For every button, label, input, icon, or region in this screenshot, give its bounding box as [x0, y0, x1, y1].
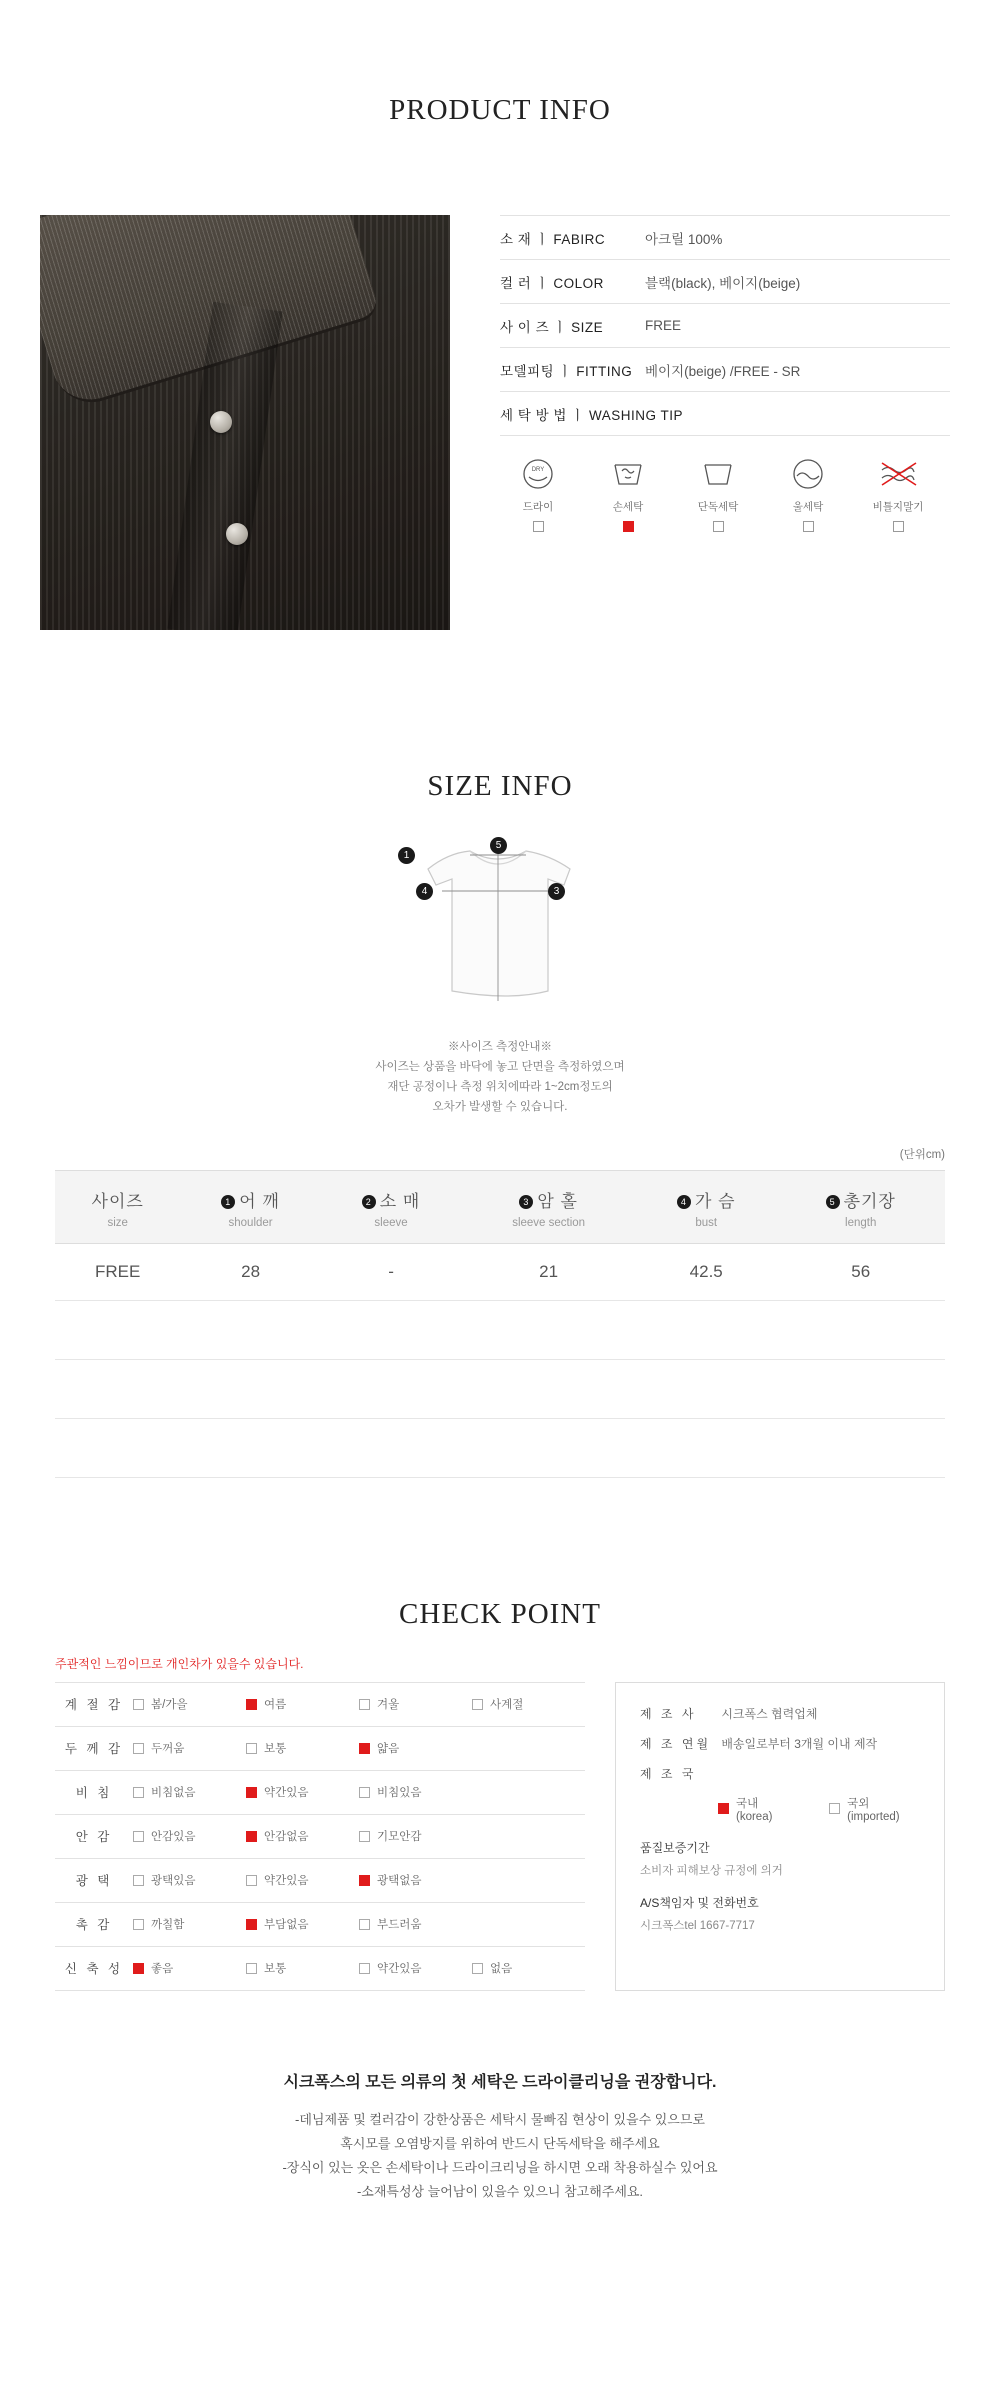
cp-checkbox[interactable]	[359, 1919, 370, 1930]
cp-option[interactable]	[359, 1740, 472, 1756]
cp-option-label: 안감없음	[264, 1831, 309, 1844]
cp-option[interactable]	[359, 1960, 472, 1976]
product-photo	[40, 215, 450, 630]
button-lower	[226, 523, 248, 545]
washing-item-handwash	[590, 454, 666, 535]
cp-option[interactable]	[472, 1696, 585, 1712]
maker-row-manufacturer	[640, 1705, 920, 1722]
footer-notice	[0, 2069, 1000, 2264]
cp-option[interactable]	[133, 1960, 246, 1976]
cp-checkbox[interactable]	[359, 1787, 370, 1798]
footer-heading: 시크폭스의 모든 의류의 첫 세탁은 드라이클리닝을 권장합니다.	[283, 2073, 717, 2091]
cp-checkbox[interactable]	[246, 1963, 257, 1974]
note-line-3: 재단 공정이나 측정 위치에따라 1~2cm정도의	[387, 1081, 613, 1094]
washing-checkbox[interactable]	[713, 521, 724, 532]
cp-option-label: 부담없음	[264, 1919, 309, 1932]
cp-option-empty	[472, 1740, 585, 1756]
spec-label: 모델피팅 ㅣ FITTING	[500, 363, 633, 379]
size-col-ko: 사이즈	[91, 1191, 144, 1211]
size-col-en: sleeve	[374, 1216, 408, 1229]
cp-option-label: 없음	[490, 1963, 513, 1976]
size-marker-4: 4	[416, 883, 433, 900]
washing-item-separate	[680, 454, 756, 535]
size-col-en: shoulder	[228, 1216, 273, 1229]
garment-diagram-wrap	[0, 841, 1000, 1021]
cp-checkbox[interactable]	[133, 1787, 144, 1798]
size-table	[55, 1170, 945, 1478]
origin-option-label: 국내(korea)	[736, 1797, 773, 1823]
spec-label: 컬 러 ㅣ COLOR	[500, 275, 604, 291]
cp-checkbox[interactable]	[133, 1699, 144, 1710]
washing-caption: 손세탁	[612, 501, 644, 514]
spec-row-fitting	[500, 348, 950, 392]
size-col-num: 1	[221, 1195, 235, 1209]
maker-value: 시크폭스 협력업체	[721, 1706, 818, 1721]
spec-row-fabric	[500, 215, 950, 260]
maker-row-date	[640, 1735, 920, 1752]
cp-option[interactable]	[246, 1916, 359, 1932]
cp-row-label: 안 감	[75, 1830, 113, 1845]
cp-row-thickness	[55, 1727, 585, 1771]
washing-caption: 울세탁	[792, 501, 824, 514]
maker-value: 배송일로부터 3개월 이내 제작	[721, 1736, 878, 1751]
cp-option[interactable]	[359, 1828, 472, 1844]
note-line-2: 사이즈는 상품을 바닥에 놓고 단면을 측정하였으며	[375, 1061, 625, 1074]
cp-checkbox[interactable]	[246, 1919, 257, 1930]
maker-label: 제 조 연월	[640, 1736, 712, 1751]
size-col-en: bust	[695, 1216, 718, 1229]
cp-checkbox[interactable]	[246, 1875, 257, 1886]
origin-checkbox[interactable]	[718, 1803, 729, 1814]
size-col-ko: 소 매	[379, 1191, 421, 1211]
footer-line-2: 혹시모를 오염방지를 위하여 반드시 단독세탁을 해주세요	[340, 2135, 660, 2151]
washing-item-nowring	[860, 454, 936, 535]
cp-option-label: 비침있음	[377, 1787, 422, 1800]
spec-label: 소 재 ㅣ FABIRC	[500, 231, 606, 247]
origin-options	[640, 1795, 920, 1823]
cp-option-label: 겨울	[377, 1699, 400, 1712]
cp-checkbox[interactable]	[246, 1743, 257, 1754]
cp-checkbox[interactable]	[359, 1831, 370, 1842]
product-info-section	[0, 215, 1000, 630]
maker-label: 제 조 사	[640, 1706, 697, 1721]
cp-row-label: 촉 감	[75, 1918, 113, 1933]
cp-option-empty	[472, 1828, 585, 1844]
cp-option[interactable]	[246, 1872, 359, 1888]
washing-caption: 드라이	[522, 501, 554, 514]
cell-empty	[55, 1300, 945, 1359]
washing-checkbox[interactable]	[623, 521, 634, 532]
size-col-length	[776, 1170, 945, 1243]
cp-option-label: 약간있음	[264, 1787, 309, 1800]
spec-row-size	[500, 304, 950, 348]
size-col-en: sleeve section	[512, 1216, 586, 1229]
cp-option[interactable]	[246, 1696, 359, 1712]
cp-row-gloss	[55, 1859, 585, 1903]
washing-checkbox[interactable]	[893, 521, 904, 532]
cp-checkbox[interactable]	[133, 1875, 144, 1886]
cp-row-label: 광 택	[75, 1874, 113, 1889]
cell-size: FREE	[55, 1243, 180, 1300]
as-sub: 시크폭스tel 1667-7717	[640, 1919, 755, 1932]
cp-option[interactable]	[133, 1740, 246, 1756]
cell-shoulder: 28	[180, 1243, 320, 1300]
cp-row-elasticity	[55, 1947, 585, 1991]
cp-option-label: 비침없음	[151, 1787, 196, 1800]
cp-row-label: 두 께 감	[64, 1742, 124, 1757]
cp-option-empty	[472, 1916, 585, 1932]
cp-checkbox[interactable]	[359, 1963, 370, 1974]
svg-text:DRY: DRY	[531, 467, 545, 474]
table-row-empty	[55, 1359, 945, 1418]
size-marker-1: 1	[398, 847, 415, 864]
table-row-empty	[55, 1418, 945, 1477]
size-col-ko: 어 깨	[239, 1191, 280, 1211]
as-block	[640, 1894, 920, 1933]
size-col-num: 2	[362, 1195, 376, 1209]
cp-checkbox[interactable]	[133, 1831, 144, 1842]
cp-option-empty	[472, 1872, 585, 1888]
cp-row-season	[55, 1682, 585, 1727]
size-marker-5: 5	[490, 837, 507, 854]
size-col-shoulder	[180, 1170, 320, 1243]
cp-row-label: 신 축 성	[64, 1962, 124, 1977]
cp-option-label: 광택있음	[151, 1875, 196, 1888]
cp-option[interactable]	[472, 1960, 585, 1976]
footer-line-3: -장식이 있는 옷은 손세탁이나 드라이크리닝을 하시면 오래 착용하실수 있어요	[282, 2159, 718, 2175]
as-title: A/S책임자 및 전화번호	[640, 1895, 759, 1910]
check-point-section	[55, 1682, 945, 1991]
cp-option[interactable]	[246, 1740, 359, 1756]
cp-option-label: 두꺼움	[151, 1743, 185, 1756]
cp-option-label: 광택없음	[377, 1875, 422, 1888]
cell-sleeve-section: 21	[461, 1243, 636, 1300]
cp-option-label: 좋음	[151, 1963, 174, 1976]
origin-checkbox[interactable]	[829, 1803, 840, 1814]
cp-option[interactable]	[133, 1872, 246, 1888]
hand-wash-icon	[590, 454, 666, 494]
cp-checkbox[interactable]	[246, 1831, 257, 1842]
check-point-title: CHECK POINT	[399, 1597, 601, 1630]
cp-option[interactable]	[359, 1916, 472, 1932]
cp-option-label: 부드러움	[377, 1919, 422, 1932]
size-col-ko: 가 슴	[694, 1191, 736, 1211]
origin-option-imported[interactable]	[829, 1795, 920, 1823]
size-table-header	[55, 1170, 945, 1243]
washing-tip-label: 세 탁 방 법 ㅣ WASHING TIP	[500, 392, 950, 436]
cell-empty	[55, 1359, 945, 1418]
cell-length: 56	[776, 1243, 945, 1300]
warranty-block	[640, 1839, 920, 1878]
spec-value: 블랙(black), 베이지(beige)	[645, 275, 801, 291]
cp-row-transparency	[55, 1771, 585, 1815]
footer-line-4: -소재특성상 늘어남이 있을수 있으니 참고해주세요.	[356, 2183, 644, 2199]
cp-checkbox[interactable]	[359, 1743, 370, 1754]
cp-option[interactable]	[359, 1784, 472, 1800]
cp-option-label: 약간있음	[264, 1875, 309, 1888]
cp-option-label: 봄/가을	[151, 1699, 188, 1712]
cp-option-label: 여름	[264, 1699, 287, 1712]
cp-checkbox[interactable]	[133, 1963, 144, 1974]
cp-option[interactable]	[133, 1784, 246, 1800]
spec-value: FREE	[645, 318, 682, 334]
warranty-title: 품질보증기간	[640, 1840, 710, 1855]
size-col-num: 4	[677, 1195, 691, 1209]
size-info-title: SIZE INFO	[427, 770, 573, 803]
cp-option[interactable]	[246, 1784, 359, 1800]
note-line-1: ※사이즈 측정안내※	[448, 1041, 552, 1054]
footer-line-1: -데님제품 및 컬러감이 강한상품은 세탁시 물빠짐 현상이 있을수 있으므로	[295, 2111, 705, 2127]
cp-checkbox[interactable]	[246, 1787, 257, 1798]
cp-option-label: 약간있음	[377, 1963, 422, 1976]
spec-label: 사 이 즈 ㅣ SIZE	[500, 319, 604, 335]
size-col-en: length	[845, 1216, 877, 1229]
size-col-size	[55, 1170, 180, 1243]
cp-option[interactable]	[133, 1828, 246, 1844]
garment-outline	[370, 841, 630, 1021]
washing-item-dryclean	[500, 454, 576, 535]
cp-option[interactable]	[133, 1696, 246, 1712]
cell-sleeve: -	[321, 1243, 461, 1300]
size-col-num: 3	[519, 1195, 533, 1209]
check-point-list	[55, 1682, 585, 1991]
washing-item-wool	[770, 454, 846, 535]
size-col-sleeve	[321, 1170, 461, 1243]
cp-row-label: 계 절 감	[64, 1698, 124, 1713]
cell-bust: 42.5	[636, 1243, 776, 1300]
product-spec-table	[500, 215, 1000, 630]
maker-row-origin	[640, 1765, 920, 1782]
check-point-notice: 주관적인 느낌이므로 개인차가 있을수 있습니다.	[55, 1656, 304, 1671]
product-info-title: PRODUCT INFO	[389, 94, 611, 127]
cp-option-label: 사계절	[490, 1699, 524, 1712]
size-col-num: 5	[826, 1195, 840, 1209]
cp-option-label: 기모안감	[377, 1831, 422, 1844]
maker-info-box	[615, 1682, 945, 1991]
size-marker-3: 3	[548, 883, 565, 900]
cp-checkbox[interactable]	[133, 1919, 144, 1930]
table-row	[55, 1243, 945, 1300]
dry-clean-icon	[500, 454, 576, 494]
no-wring-icon	[860, 454, 936, 494]
cp-checkbox[interactable]	[359, 1699, 370, 1710]
maker-label: 제 조 국	[640, 1766, 697, 1781]
cp-row-label: 비 침	[75, 1786, 113, 1801]
table-row-empty	[55, 1300, 945, 1359]
spec-value: 아크릴 100%	[645, 231, 723, 247]
washing-checkbox[interactable]	[803, 521, 814, 532]
cp-checkbox[interactable]	[246, 1699, 257, 1710]
cp-option-label: 까칠함	[151, 1919, 185, 1932]
washing-checkbox[interactable]	[533, 521, 544, 532]
cell-empty	[55, 1418, 945, 1477]
spec-value: 베이지(beige) /FREE - SR	[645, 363, 801, 379]
cp-checkbox[interactable]	[472, 1963, 483, 1974]
cp-option[interactable]	[359, 1872, 472, 1888]
warranty-sub: 소비자 피해보상 규정에 의거	[640, 1864, 783, 1877]
machine-wash-icon	[770, 454, 846, 494]
cp-option-label: 안감있음	[151, 1831, 196, 1844]
spec-row-color	[500, 260, 950, 304]
size-col-bust	[636, 1170, 776, 1243]
washing-icons	[500, 436, 950, 535]
cp-row-texture	[55, 1903, 585, 1947]
size-measurement-note	[0, 1037, 1000, 1118]
cp-option[interactable]	[133, 1916, 246, 1932]
washing-caption: 단독세탁	[697, 501, 739, 514]
size-col-en: size	[107, 1216, 128, 1229]
washing-caption: 비틀지말기	[872, 501, 924, 514]
size-col-ko: 총기장	[843, 1191, 896, 1211]
separate-wash-icon	[680, 454, 756, 494]
garment-diagram	[370, 841, 630, 1021]
button-upper	[210, 411, 232, 433]
cp-checkbox[interactable]	[359, 1875, 370, 1886]
cp-option[interactable]	[246, 1960, 359, 1976]
origin-option-domestic[interactable]	[718, 1795, 793, 1823]
cp-option-empty	[472, 1784, 585, 1800]
cp-option[interactable]	[359, 1696, 472, 1712]
note-line-4: 오차가 발생할 수 있습니다.	[432, 1101, 568, 1114]
cp-option[interactable]	[246, 1828, 359, 1844]
size-col-sleeve-section	[461, 1170, 636, 1243]
cp-option-label: 보통	[264, 1963, 287, 1976]
cp-checkbox[interactable]	[472, 1699, 483, 1710]
cp-option-label: 얇음	[377, 1743, 400, 1756]
product-detail-page	[0, 24, 1000, 2264]
size-unit-label: (단위cm)	[899, 1148, 945, 1161]
size-col-ko: 암 홀	[537, 1191, 578, 1211]
origin-option-label: 국외(imported)	[847, 1797, 900, 1823]
cp-row-lining	[55, 1815, 585, 1859]
cp-checkbox[interactable]	[133, 1743, 144, 1754]
cp-option-label: 보통	[264, 1743, 287, 1756]
